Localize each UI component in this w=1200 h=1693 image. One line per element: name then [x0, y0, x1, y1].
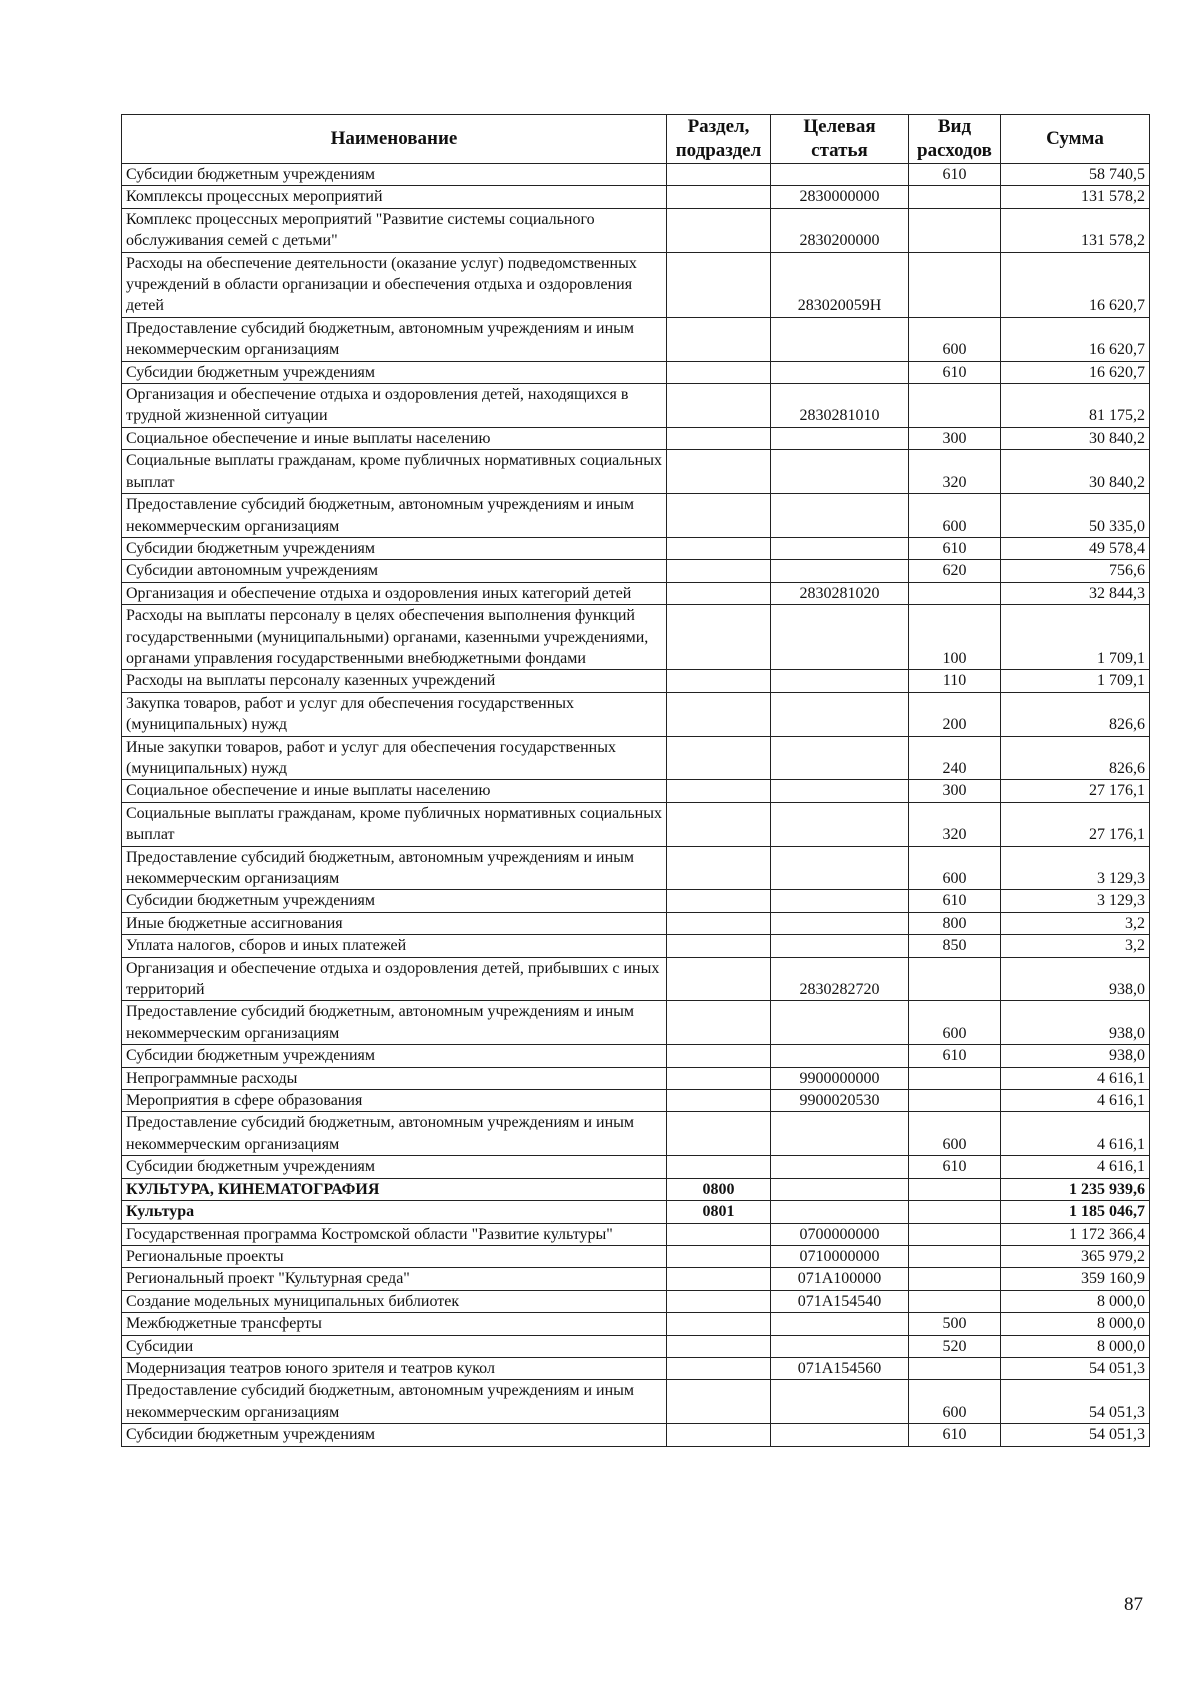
cell-type: 320	[909, 450, 1001, 494]
cell-section	[667, 494, 771, 538]
cell-sum: 8 000,0	[1001, 1335, 1150, 1357]
table-row	[122, 802, 1150, 846]
table-row	[122, 736, 1150, 780]
cell-type: 240	[909, 736, 1001, 780]
header-name: Наименование	[122, 115, 667, 164]
header-type: Вид расходов	[909, 115, 1001, 164]
cell-article	[771, 1380, 909, 1424]
table-row	[122, 560, 1150, 582]
cell-name: Комплексы процессных мероприятий	[122, 186, 667, 208]
cell-name: Субсидии бюджетным учреждениям	[122, 1424, 667, 1446]
cell-type: 500	[909, 1313, 1001, 1335]
cell-name: Иные закупки товаров, работ и услуг для обеспечения государственных (муниципальных) нужд	[122, 736, 667, 780]
cell-section	[667, 692, 771, 736]
table-row	[122, 208, 1150, 252]
cell-type: 610	[909, 1045, 1001, 1067]
cell-sum: 49 578,4	[1001, 537, 1150, 559]
cell-name: Субсидии бюджетным учреждениям	[122, 164, 667, 186]
cell-name: Культура	[122, 1201, 667, 1223]
header-section: Раздел, подраздел	[667, 115, 771, 164]
cell-sum: 131 578,2	[1001, 186, 1150, 208]
cell-sum: 50 335,0	[1001, 494, 1150, 538]
cell-type	[909, 1067, 1001, 1089]
cell-section	[667, 846, 771, 890]
cell-name: Региональный проект "Культурная среда"	[122, 1268, 667, 1290]
table-row	[122, 1424, 1150, 1446]
cell-name: Социальные выплаты гражданам, кроме публичных нормативных социальных выплат	[122, 450, 667, 494]
cell-sum: 27 176,1	[1001, 802, 1150, 846]
cell-type: 110	[909, 670, 1001, 692]
cell-article	[771, 890, 909, 912]
table-row	[122, 537, 1150, 559]
cell-section	[667, 1424, 771, 1446]
cell-article	[771, 912, 909, 934]
cell-section	[667, 1223, 771, 1245]
cell-type	[909, 208, 1001, 252]
cell-type	[909, 252, 1001, 317]
cell-name: Субсидии бюджетным учреждениям	[122, 890, 667, 912]
cell-sum: 756,6	[1001, 560, 1150, 582]
table-row	[122, 1335, 1150, 1357]
table-row	[122, 935, 1150, 957]
table-row	[122, 1178, 1150, 1200]
cell-section	[667, 1335, 771, 1357]
cell-section: 0801	[667, 1201, 771, 1223]
cell-article	[771, 317, 909, 361]
cell-sum: 131 578,2	[1001, 208, 1150, 252]
cell-article	[771, 802, 909, 846]
cell-article	[771, 935, 909, 957]
cell-type	[909, 1290, 1001, 1312]
cell-type: 620	[909, 560, 1001, 582]
cell-section	[667, 935, 771, 957]
cell-name: Организация и обеспечение отдыха и оздоровления детей, прибывших с иных территорий	[122, 957, 667, 1001]
cell-section	[667, 317, 771, 361]
table-row	[122, 1313, 1150, 1335]
cell-name: Субсидии автономным учреждениям	[122, 560, 667, 582]
cell-section	[667, 1001, 771, 1045]
cell-type: 600	[909, 1112, 1001, 1156]
cell-article	[771, 1001, 909, 1045]
cell-sum: 30 840,2	[1001, 450, 1150, 494]
cell-sum: 4 616,1	[1001, 1112, 1150, 1156]
cell-article: 071А154540	[771, 1290, 909, 1312]
cell-sum: 938,0	[1001, 1045, 1150, 1067]
table-row	[122, 384, 1150, 428]
cell-section	[667, 1245, 771, 1267]
table-row	[122, 361, 1150, 383]
cell-article: 2830281020	[771, 582, 909, 604]
cell-section	[667, 186, 771, 208]
cell-type: 610	[909, 1424, 1001, 1446]
cell-article: 071А154560	[771, 1357, 909, 1379]
cell-type: 610	[909, 890, 1001, 912]
cell-name: Предоставление субсидий бюджетным, автономным учреждениям и иным некоммерческим организациям	[122, 1380, 667, 1424]
cell-name: Комплекс процессных мероприятий "Развитие системы социального обслуживания семей с детьми"	[122, 208, 667, 252]
cell-name: Организация и обеспечение отдыха и оздоровления детей, находящихся в трудной жизненной ситуации	[122, 384, 667, 428]
cell-name: Предоставление субсидий бюджетным, автономным учреждениям и иным некоммерческим организациям	[122, 846, 667, 890]
cell-section	[667, 582, 771, 604]
table-row	[122, 164, 1150, 186]
cell-section	[667, 912, 771, 934]
header-article: Целевая статья	[771, 115, 909, 164]
cell-sum: 16 620,7	[1001, 252, 1150, 317]
cell-type: 300	[909, 780, 1001, 802]
cell-type	[909, 1268, 1001, 1290]
cell-article	[771, 537, 909, 559]
cell-name: Иные бюджетные ассигнования	[122, 912, 667, 934]
cell-type: 200	[909, 692, 1001, 736]
cell-sum: 58 740,5	[1001, 164, 1150, 186]
table-row	[122, 957, 1150, 1001]
cell-sum: 938,0	[1001, 1001, 1150, 1045]
cell-article	[771, 1313, 909, 1335]
cell-sum: 4 616,1	[1001, 1067, 1150, 1089]
cell-article	[771, 780, 909, 802]
cell-article	[771, 736, 909, 780]
table-row	[122, 186, 1150, 208]
cell-type: 610	[909, 164, 1001, 186]
cell-name: Субсидии бюджетным учреждениям	[122, 1045, 667, 1067]
cell-article: 9900020530	[771, 1090, 909, 1112]
cell-article: 0710000000	[771, 1245, 909, 1267]
cell-section	[667, 957, 771, 1001]
cell-sum: 1 235 939,6	[1001, 1178, 1150, 1200]
page-number: 87	[1124, 1594, 1143, 1615]
cell-section	[667, 361, 771, 383]
table-body	[122, 164, 1150, 1447]
cell-sum: 1 709,1	[1001, 605, 1150, 670]
cell-type	[909, 1357, 1001, 1379]
cell-section	[667, 1090, 771, 1112]
cell-section	[667, 537, 771, 559]
table-row	[122, 450, 1150, 494]
table-row	[122, 582, 1150, 604]
cell-sum: 8 000,0	[1001, 1313, 1150, 1335]
cell-article: 2830200000	[771, 208, 909, 252]
cell-article	[771, 1335, 909, 1357]
cell-name: Создание модельных муниципальных библиотек	[122, 1290, 667, 1312]
cell-name: Модернизация театров юного зрителя и театров кукол	[122, 1357, 667, 1379]
cell-type: 600	[909, 1001, 1001, 1045]
cell-sum: 4 616,1	[1001, 1156, 1150, 1178]
cell-section	[667, 1290, 771, 1312]
cell-section	[667, 208, 771, 252]
cell-type: 600	[909, 1380, 1001, 1424]
table-row	[122, 1245, 1150, 1267]
cell-article: 2830000000	[771, 186, 909, 208]
cell-type: 610	[909, 1156, 1001, 1178]
cell-type: 850	[909, 935, 1001, 957]
cell-article	[771, 494, 909, 538]
cell-type	[909, 186, 1001, 208]
cell-type	[909, 957, 1001, 1001]
cell-article	[771, 164, 909, 186]
cell-section	[667, 1357, 771, 1379]
cell-sum: 1 709,1	[1001, 670, 1150, 692]
cell-sum: 3 129,3	[1001, 890, 1150, 912]
cell-section	[667, 450, 771, 494]
table-row	[122, 605, 1150, 670]
header-sum: Сумма	[1001, 115, 1150, 164]
table-row	[122, 427, 1150, 449]
cell-type: 600	[909, 846, 1001, 890]
cell-type	[909, 582, 1001, 604]
table-row	[122, 1290, 1150, 1312]
table-row	[122, 670, 1150, 692]
cell-section	[667, 802, 771, 846]
cell-section	[667, 1156, 771, 1178]
cell-section	[667, 1067, 771, 1089]
table-row	[122, 494, 1150, 538]
cell-article: 283020059Н	[771, 252, 909, 317]
cell-type: 520	[909, 1335, 1001, 1357]
cell-section	[667, 1380, 771, 1424]
cell-sum: 32 844,3	[1001, 582, 1150, 604]
cell-article	[771, 1112, 909, 1156]
cell-section	[667, 605, 771, 670]
cell-sum: 826,6	[1001, 692, 1150, 736]
table-row	[122, 1156, 1150, 1178]
cell-section	[667, 1313, 771, 1335]
cell-name: Уплата налогов, сборов и иных платежей	[122, 935, 667, 957]
cell-type	[909, 1245, 1001, 1267]
cell-name: Мероприятия в сфере образования	[122, 1090, 667, 1112]
cell-sum: 3,2	[1001, 912, 1150, 934]
cell-section	[667, 890, 771, 912]
cell-type	[909, 1201, 1001, 1223]
cell-article	[771, 427, 909, 449]
cell-name: Региональные проекты	[122, 1245, 667, 1267]
cell-type: 610	[909, 361, 1001, 383]
table-header	[122, 115, 1150, 164]
table-row	[122, 912, 1150, 934]
cell-name: Расходы на обеспечение деятельности (оказание услуг) подведомственных учреждений в области организации и обеспечения отдыха и оздоровления детей	[122, 252, 667, 317]
cell-name: Субсидии бюджетным учреждениям	[122, 537, 667, 559]
cell-article	[771, 846, 909, 890]
table-row	[122, 846, 1150, 890]
cell-name: Субсидии	[122, 1335, 667, 1357]
cell-section	[667, 560, 771, 582]
cell-section	[667, 427, 771, 449]
cell-name: Расходы на выплаты персоналу в целях обеспечения выполнения функций государственными (муниципальными) органами, казенными учреждениями, органами управления государственными внебюджетными фондами	[122, 605, 667, 670]
table-row	[122, 252, 1150, 317]
cell-sum: 54 051,3	[1001, 1380, 1150, 1424]
table-row	[122, 1380, 1150, 1424]
cell-sum: 16 620,7	[1001, 361, 1150, 383]
table-row	[122, 1223, 1150, 1245]
cell-type: 600	[909, 494, 1001, 538]
cell-name: Государственная программа Костромской области "Развитие культуры"	[122, 1223, 667, 1245]
cell-section	[667, 252, 771, 317]
cell-type	[909, 1178, 1001, 1200]
cell-name: Закупка товаров, работ и услуг для обеспечения государственных (муниципальных) нужд	[122, 692, 667, 736]
cell-sum: 27 176,1	[1001, 780, 1150, 802]
cell-name: Социальное обеспечение и иные выплаты населению	[122, 427, 667, 449]
cell-sum: 3,2	[1001, 935, 1150, 957]
cell-article	[771, 1045, 909, 1067]
cell-section: 0800	[667, 1178, 771, 1200]
cell-article: 2830281010	[771, 384, 909, 428]
table-row	[122, 1067, 1150, 1089]
cell-type	[909, 1090, 1001, 1112]
cell-sum: 938,0	[1001, 957, 1150, 1001]
table-row	[122, 1268, 1150, 1290]
cell-section	[667, 1112, 771, 1156]
cell-sum: 359 160,9	[1001, 1268, 1150, 1290]
cell-type: 600	[909, 317, 1001, 361]
cell-section	[667, 736, 771, 780]
cell-name: Предоставление субсидий бюджетным, автономным учреждениям и иным некоммерческим организациям	[122, 1112, 667, 1156]
cell-type	[909, 1223, 1001, 1245]
cell-type	[909, 384, 1001, 428]
cell-section	[667, 164, 771, 186]
cell-type: 320	[909, 802, 1001, 846]
cell-type: 610	[909, 537, 1001, 559]
cell-name: Предоставление субсидий бюджетным, автономным учреждениям и иным некоммерческим организациям	[122, 1001, 667, 1045]
cell-article	[771, 670, 909, 692]
cell-name: Непрограммные расходы	[122, 1067, 667, 1089]
cell-article	[771, 560, 909, 582]
table-row	[122, 890, 1150, 912]
cell-type: 300	[909, 427, 1001, 449]
table-row	[122, 780, 1150, 802]
table-row	[122, 1045, 1150, 1067]
table-row	[122, 1090, 1150, 1112]
cell-section	[667, 1268, 771, 1290]
cell-article: 0700000000	[771, 1223, 909, 1245]
budget-table	[121, 114, 1150, 1447]
cell-article: 2830282720	[771, 957, 909, 1001]
cell-sum: 1 185 046,7	[1001, 1201, 1150, 1223]
cell-name: Социальное обеспечение и иные выплаты населению	[122, 780, 667, 802]
cell-article	[771, 692, 909, 736]
cell-article: 9900000000	[771, 1067, 909, 1089]
cell-sum: 81 175,2	[1001, 384, 1150, 428]
cell-section	[667, 670, 771, 692]
cell-article: 071А100000	[771, 1268, 909, 1290]
cell-name: Расходы на выплаты персоналу казенных учреждений	[122, 670, 667, 692]
table-row	[122, 317, 1150, 361]
cell-article	[771, 1424, 909, 1446]
cell-article	[771, 361, 909, 383]
cell-sum: 365 979,2	[1001, 1245, 1150, 1267]
cell-section	[667, 780, 771, 802]
table-row	[122, 1201, 1150, 1223]
cell-sum: 4 616,1	[1001, 1090, 1150, 1112]
cell-name: КУЛЬТУРА, КИНЕМАТОГРАФИЯ	[122, 1178, 667, 1200]
cell-sum: 30 840,2	[1001, 427, 1150, 449]
cell-sum: 3 129,3	[1001, 846, 1150, 890]
cell-article	[771, 1178, 909, 1200]
cell-sum: 826,6	[1001, 736, 1150, 780]
cell-type: 100	[909, 605, 1001, 670]
cell-sum: 1 172 366,4	[1001, 1223, 1150, 1245]
cell-section	[667, 384, 771, 428]
cell-type: 800	[909, 912, 1001, 934]
cell-name: Субсидии бюджетным учреждениям	[122, 361, 667, 383]
table-row	[122, 1112, 1150, 1156]
cell-name: Субсидии бюджетным учреждениям	[122, 1156, 667, 1178]
cell-article	[771, 1201, 909, 1223]
header-row	[122, 115, 1150, 164]
table-row	[122, 1001, 1150, 1045]
table-row	[122, 1357, 1150, 1379]
cell-sum: 54 051,3	[1001, 1357, 1150, 1379]
cell-article	[771, 1156, 909, 1178]
cell-name: Предоставление субсидий бюджетным, автономным учреждениям и иным некоммерческим организациям	[122, 317, 667, 361]
cell-section	[667, 1045, 771, 1067]
cell-sum: 16 620,7	[1001, 317, 1150, 361]
table-row	[122, 692, 1150, 736]
cell-sum: 54 051,3	[1001, 1424, 1150, 1446]
cell-name: Социальные выплаты гражданам, кроме публичных нормативных социальных выплат	[122, 802, 667, 846]
cell-article	[771, 605, 909, 670]
cell-article	[771, 450, 909, 494]
cell-name: Предоставление субсидий бюджетным, автономным учреждениям и иным некоммерческим организациям	[122, 494, 667, 538]
cell-name: Организация и обеспечение отдыха и оздоровления иных категорий детей	[122, 582, 667, 604]
cell-sum: 8 000,0	[1001, 1290, 1150, 1312]
cell-name: Межбюджетные трансферты	[122, 1313, 667, 1335]
